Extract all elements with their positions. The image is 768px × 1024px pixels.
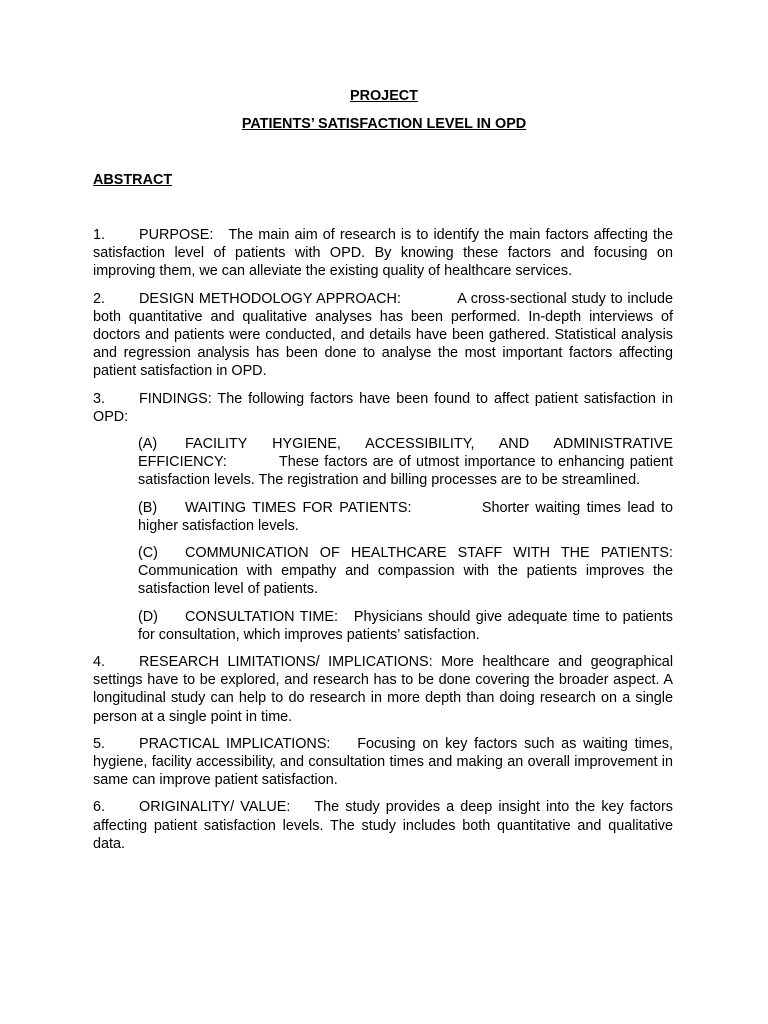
document-subtitle: PATIENTS’ SATISFACTION LEVEL IN OPD	[241, 116, 527, 132]
subitem-label: FACILITY HYGIENE, ACCESSIBILITY, AND ADMINISTRATIVE EFFICIENCY:	[138, 436, 673, 471]
subitem-label: WAITING TIMES FOR PATIENTS:	[185, 499, 412, 516]
item-label: DESIGN METHODOLOGY APPROACH:	[139, 290, 401, 307]
item-text: The study provides a deep insight into the key factors affecting patient satisfaction levels. The study includes both quantitative and qualitative data.	[93, 799, 674, 852]
subitem-text: Physicians should give adequate time to patients for consultation, which improves patients’ satisfaction.	[138, 608, 674, 643]
item-text: Focusing on key factors such as waiting times, hygiene, facility accessibility, and consultation times and making an overall improvement in same can improve patient satisfaction.	[93, 735, 673, 789]
item-number: 1.	[93, 227, 106, 243]
subitem-text: These factors are of utmost importance to enhancing patient satisfaction levels. The registration and billing processes are to be streamlined.	[138, 454, 673, 489]
item-number: 3.	[93, 390, 106, 407]
abstract-body	[93, 226, 673, 862]
findings-subitem-b	[138, 499, 673, 535]
item-text: The main aim of research is to identify the main factors affecting the satisfaction level of patients with OPD. By knowing these factors and focusing on improving them, we can alleviate the existing quality of healthcare services.	[93, 227, 673, 280]
subitem-letter: (D)	[138, 608, 158, 625]
abstract-item-originality-value	[93, 798, 673, 853]
document-title: PROJECT	[350, 88, 418, 104]
item-text: The following factors have been found to affect patient satisfaction in OPD:	[93, 390, 673, 425]
findings-subitem-d	[138, 608, 673, 644]
subitem-letter: (C)	[138, 545, 158, 562]
subitem-text: Shorter waiting times lead to higher satisfaction levels.	[138, 499, 673, 534]
item-number: 6.	[93, 799, 106, 816]
item-number: 5.	[93, 735, 106, 752]
abstract-heading: ABSTRACT	[93, 172, 173, 188]
abstract-item-purpose	[93, 226, 673, 281]
abstract-item-findings	[93, 390, 673, 426]
item-text: A cross-sectional study to include both quantitative and qualitative analyses has been performed. In-depth interviews of doctors and patients were conducted, and details have been gathered. Statistical analysis and regression analysis has been done to analyse the most important factors affecting patient satisfaction in OPD.	[93, 290, 673, 380]
subitem-label: COMMUNICATION OF HEALTHCARE STAFF WITH THE PATIENTS:	[185, 545, 673, 562]
item-label: PURPOSE:	[139, 227, 214, 243]
item-text: More healthcare and geographical settings have to be explored, and research has to be done covering the broader aspect. A longitudinal study can help to do research in more depth than doing research on a single person at a single point in time.	[93, 654, 674, 725]
abstract-item-research-limitations	[93, 653, 673, 726]
subitem-label: CONSULTATION TIME:	[185, 608, 338, 625]
item-label: PRACTICAL IMPLICATIONS:	[139, 735, 331, 752]
subitem-text: Communication with empathy and compassion with the patients improves the satisfaction level of patients.	[138, 563, 673, 598]
subitem-letter: (A)	[138, 436, 158, 453]
subitem-letter: (B)	[138, 499, 158, 516]
item-label: ORIGINALITY/ VALUE:	[139, 799, 291, 816]
abstract-item-design-methodology	[93, 290, 673, 381]
item-number: 2.	[93, 290, 106, 307]
abstract-item-practical-implications	[93, 735, 673, 790]
item-label: FINDINGS:	[139, 390, 212, 407]
item-number: 4.	[93, 654, 106, 671]
findings-subitem-a	[138, 435, 673, 490]
item-label: RESEARCH LIMITATIONS/ IMPLICATIONS:	[139, 654, 433, 671]
findings-subitem-c	[138, 544, 673, 599]
